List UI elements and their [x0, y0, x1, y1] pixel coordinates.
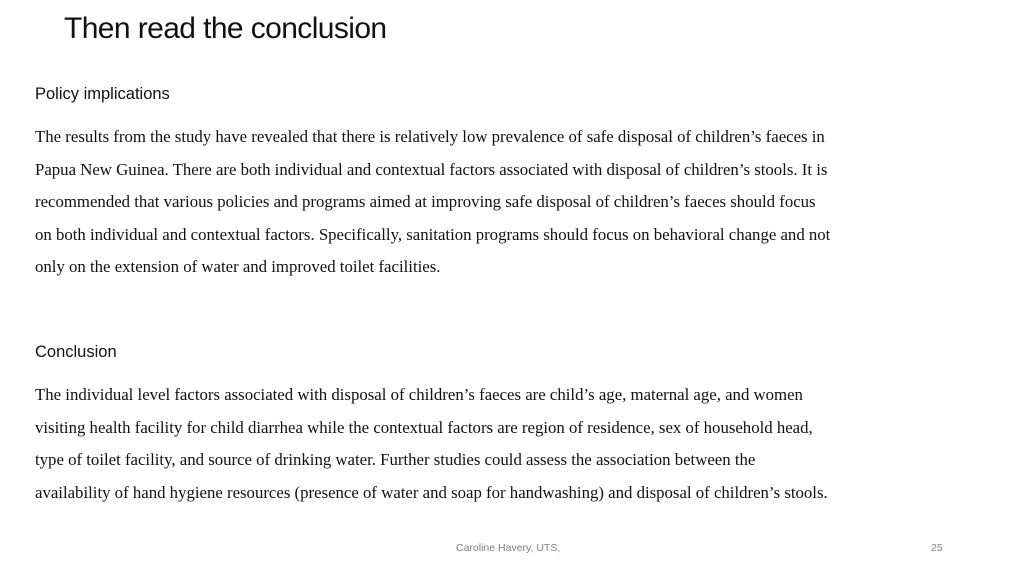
footer-author: Caroline Havery, UTS,	[456, 542, 561, 554]
paragraph-line: The results from the study have revealed that there is relatively low prevalence of safe disposal of children’s faeces in	[35, 127, 825, 146]
paragraph-line: type of toilet facility, and source of drinking water. Further studies could assess the association between the	[35, 450, 756, 469]
conclusion-paragraph	[35, 379, 965, 509]
conclusion-heading: Conclusion	[35, 343, 117, 361]
paragraph-line: only on the extension of water and improved toilet facilities.	[35, 257, 441, 276]
paragraph-line: availability of hand hygiene resources (presence of water and soap for handwashing) and disposal of children’s stools.	[35, 482, 828, 502]
paragraph-line: Papua New Guinea. There are both individual and contextual factors associated with disposal of children’s stools. It is	[35, 159, 828, 179]
paragraph-line: on both individual and contextual factors. Specifically, sanitation programs should focus on behavioral change and not	[35, 224, 831, 244]
policy-implications-heading: Policy implications	[35, 85, 170, 103]
paragraph-line: recommended that various policies and programs aimed at improving safe disposal of children’s faeces should focus	[35, 192, 816, 211]
paragraph-line: The individual level factors associated with disposal of children’s faeces are child’s age, maternal age, and women	[35, 385, 803, 404]
slide-title: Then read the conclusion	[64, 12, 387, 45]
page-number: 25	[931, 542, 943, 554]
policy-implications-paragraph	[35, 121, 965, 284]
paragraph-line: visiting health facility for child diarrhea while the contextual factors are region of residence, sex of household head,	[35, 417, 813, 437]
